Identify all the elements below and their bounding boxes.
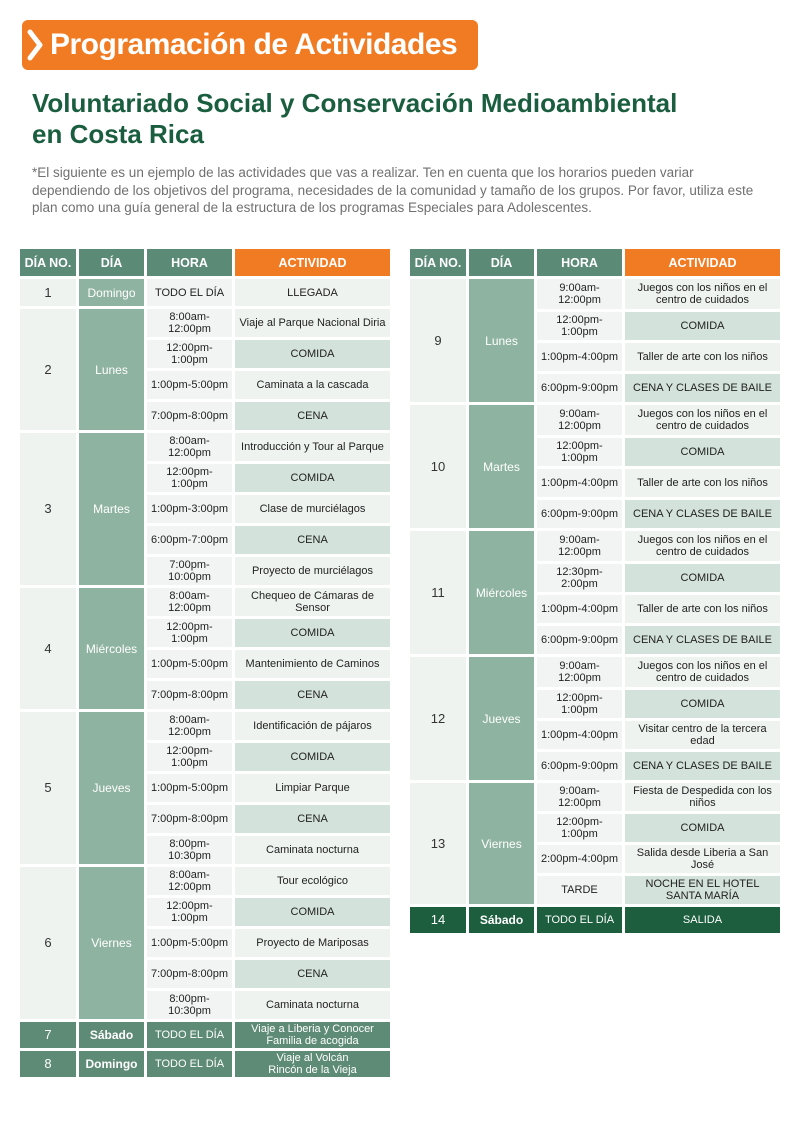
day-number: 3 [20,433,76,585]
day-number: 12 [410,657,466,780]
activity-cell: COMIDA [625,690,780,718]
time-cell: 12:00pm-1:00pm [537,814,622,842]
time-cell: 12:00pm-1:00pm [147,340,232,368]
activity-cell: COMIDA [235,743,390,771]
day-number: 13 [410,783,466,904]
time-cell: 1:00pm-3:00pm [147,495,232,523]
time-cell: 6:00pm-9:00pm [537,626,622,654]
activity-cell: Viaje a Liberia y Conocer Familia de acogida [235,1022,390,1048]
col-header-day: DÍA [469,249,534,276]
chevron-right-icon [24,28,46,62]
time-cell: 6:00pm-9:00pm [537,752,622,780]
time-cell: 9:00am-12:00pm [537,783,622,811]
time-cell: 12:00pm-1:00pm [537,312,622,340]
time-cell: 7:00pm-8:00pm [147,960,232,988]
time-cell: 8:00pm-10:30pm [147,991,232,1019]
time-cell: 12:00pm-1:00pm [147,743,232,771]
activity-cell: CENA Y CLASES DE BAILE [625,626,780,654]
table-row [20,712,390,740]
time-cell: 8:00am-12:00pm [147,867,232,895]
col-header-activity: ACTIVIDAD [235,249,390,276]
time-cell: 1:00pm-5:00pm [147,774,232,802]
activity-cell: Caminata a la cascada [235,371,390,399]
activity-cell: Viaje al Volcán Rincón de la Vieja [235,1051,390,1077]
activity-cell: Juegos con los niños en el centro de cuidados [625,657,780,687]
activity-cell: Taller de arte con los niños [625,595,780,623]
activity-cell: Introducción y Tour al Parque [235,433,390,461]
day-number: 4 [20,588,76,709]
time-cell: 12:00pm-1:00pm [147,464,232,492]
time-cell: 8:00am-12:00pm [147,588,232,616]
day-number: 11 [410,531,466,654]
table-row [20,309,390,337]
table-row [410,405,780,435]
col-header-day-no: DÍA NO. [410,249,466,276]
col-header-activity: ACTIVIDAD [625,249,780,276]
day-name: Jueves [469,657,534,780]
day-number: 7 [20,1022,76,1048]
page-title: Programación de Actividades [50,28,458,61]
activity-cell: Fiesta de Despedida con los niños [625,783,780,811]
time-cell: 6:00pm-7:00pm [147,526,232,554]
activity-cell: CENA Y CLASES DE BAILE [625,500,780,528]
table-row [20,279,390,306]
table-row [20,588,390,616]
time-cell: TODO EL DÍA [537,907,622,933]
table-row [20,1051,390,1077]
col-header-day-no: DÍA NO. [20,249,76,276]
time-cell: 12:00pm-1:00pm [537,690,622,718]
table-row [20,1022,390,1048]
activity-cell: Visitar centro de la tercera edad [625,721,780,749]
day-name: Viernes [469,783,534,904]
table-row [20,433,390,461]
day-name: Miércoles [79,588,144,709]
table-row [410,783,780,811]
time-cell: 1:00pm-4:00pm [537,469,622,497]
activity-cell: Taller de arte con los niños [625,343,780,371]
day-name: Martes [469,405,534,528]
activity-cell: COMIDA [625,438,780,466]
day-number: 9 [410,279,466,402]
table-row [410,657,780,687]
time-cell: 8:00am-12:00pm [147,433,232,461]
table-row [410,907,780,933]
time-cell: 7:00pm-8:00pm [147,805,232,833]
activity-cell: CENA Y CLASES DE BAILE [625,374,780,402]
day-name: Jueves [79,712,144,864]
activity-cell: COMIDA [625,814,780,842]
time-cell: 9:00am-12:00pm [537,279,622,309]
day-number: 2 [20,309,76,430]
activity-cell: COMIDA [625,312,780,340]
time-cell: 7:00pm-8:00pm [147,681,232,709]
time-cell: 9:00am-12:00pm [537,531,622,561]
activity-cell: CENA Y CLASES DE BAILE [625,752,780,780]
activity-cell: Caminata nocturna [235,991,390,1019]
time-cell: 7:00pm-10:00pm [147,557,232,585]
time-cell: 2:00pm-4:00pm [537,845,622,873]
day-name: Domingo [79,279,144,306]
day-name: Sábado [469,907,534,933]
day-name: Viernes [79,867,144,1019]
day-name: Sábado [79,1022,144,1048]
activity-cell: Juegos con los niños en el centro de cuidados [625,531,780,561]
table-row [20,867,390,895]
activity-cell: Limpiar Parque [235,774,390,802]
day-number: 5 [20,712,76,864]
disclaimer-note: *El siguiente es un ejemplo de las actividades que vas a realizar. Ten en cuenta que los horarios pueden variar dependiendo de los objetivos del programa, necesidades de la comunidad y tamaño de los grupos. Por favor, utiliza este plan como una guía general de la estructura de los programas Especiales para Adolescentes. [32,165,754,215]
table-row [410,531,780,561]
day-number: 8 [20,1051,76,1077]
subtitle-line-2: en Costa Rica [32,119,204,149]
time-cell: 12:00pm-1:00pm [147,619,232,647]
activity-cell: Proyecto de murciélagos [235,557,390,585]
activity-cell: CENA [235,960,390,988]
day-name: Lunes [79,309,144,430]
activity-cell: LLEGADA [235,279,390,306]
time-cell: 1:00pm-4:00pm [537,721,622,749]
schedule-body-right [410,279,780,933]
time-cell: 12:30pm-2:00pm [537,564,622,592]
activity-cell: CENA [235,805,390,833]
day-name: Lunes [469,279,534,402]
schedule-table-right [407,246,783,936]
activity-cell: NOCHE EN EL HOTEL SANTA MARÍA [625,876,780,904]
time-cell: 8:00am-12:00pm [147,712,232,740]
time-cell: 1:00pm-5:00pm [147,650,232,678]
activity-cell: COMIDA [625,564,780,592]
day-number: 10 [410,405,466,528]
table-header-row [20,249,390,276]
col-header-day: DÍA [79,249,144,276]
day-number: 1 [20,279,76,306]
activity-cell: Tour ecológico [235,867,390,895]
time-cell: TODO EL DÍA [147,279,232,306]
schedule-table-left [17,246,393,1080]
day-name: Domingo [79,1051,144,1077]
col-header-hour: HORA [147,249,232,276]
time-cell: 9:00am-12:00pm [537,405,622,435]
day-number: 14 [410,907,466,933]
time-cell: TARDE [537,876,622,904]
time-cell: TODO EL DÍA [147,1022,232,1048]
time-cell: 6:00pm-9:00pm [537,500,622,528]
time-cell: 12:00pm-1:00pm [147,898,232,926]
activity-cell: Identificación de pájaros [235,712,390,740]
time-cell: 9:00am-12:00pm [537,657,622,687]
activity-cell: Proyecto de Mariposas [235,929,390,957]
activity-cell: Salida desde Liberia a San José [625,845,780,873]
activity-cell: Juegos con los niños en el centro de cuidados [625,405,780,435]
time-cell: 12:00pm-1:00pm [537,438,622,466]
activity-cell: COMIDA [235,340,390,368]
activity-cell: Viaje al Parque Nacional Diria [235,309,390,337]
activity-cell: Mantenimiento de Caminos [235,650,390,678]
activity-cell: Juegos con los niños en el centro de cuidados [625,279,780,309]
activity-cell: CENA [235,526,390,554]
time-cell: 1:00pm-4:00pm [537,343,622,371]
activity-cell: COMIDA [235,464,390,492]
col-header-hour: HORA [537,249,622,276]
time-cell: 1:00pm-5:00pm [147,929,232,957]
table-header-row [410,249,780,276]
day-name: Martes [79,433,144,585]
table-row [410,279,780,309]
activity-cell: Chequeo de Cámaras de Sensor [235,588,390,616]
title-banner [22,20,478,70]
activity-cell: CENA [235,402,390,430]
activity-cell: COMIDA [235,619,390,647]
time-cell: 6:00pm-9:00pm [537,374,622,402]
time-cell: 8:00pm-10:30pm [147,836,232,864]
subtitle-line-1: Voluntariado Social y Conservación Medioambiental [32,88,678,118]
activity-cell: CENA [235,681,390,709]
day-number: 6 [20,867,76,1019]
activity-cell: COMIDA [235,898,390,926]
activity-cell: Clase de murciélagos [235,495,390,523]
time-cell: 1:00pm-4:00pm [537,595,622,623]
time-cell: 8:00am-12:00pm [147,309,232,337]
activity-cell: Caminata nocturna [235,836,390,864]
time-cell: TODO EL DÍA [147,1051,232,1077]
day-name: Miércoles [469,531,534,654]
activity-cell: SALIDA [625,907,780,933]
time-cell: 7:00pm-8:00pm [147,402,232,430]
program-subtitle [32,88,732,150]
schedule-body-left [20,279,390,1077]
activity-cell: Taller de arte con los niños [625,469,780,497]
time-cell: 1:00pm-5:00pm [147,371,232,399]
